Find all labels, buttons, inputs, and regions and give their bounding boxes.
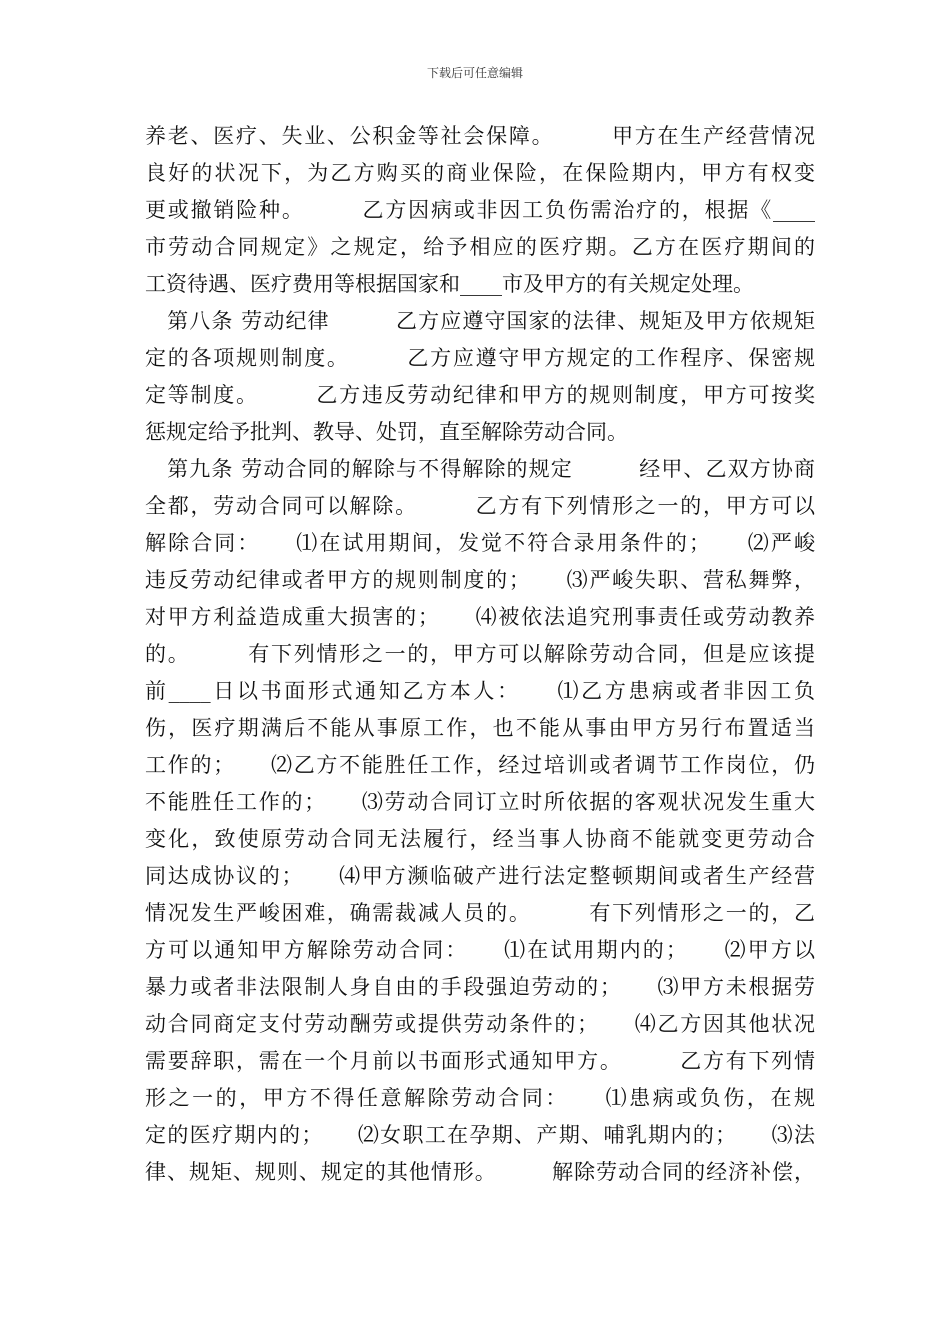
text-line: 市劳动合同规定》之规定，给予相应的医疗期。乙方在医疗期间的 <box>145 235 815 259</box>
page-header: 下载后可任意编辑 <box>426 66 523 80</box>
text-line: 的。 有下列情形之一的，甲方可以解除劳动合同，但是应该提 <box>145 642 815 666</box>
text-line: 情况发生严峻困难，确需裁减人员的。 有下列情形之一的，乙 <box>145 901 815 925</box>
text-line: 形之一的，甲方不得任意解除劳动合同： ⑴患病或负伤，在规 <box>145 1086 815 1110</box>
text-line: 定的医疗期内的； ⑵女职工在孕期、产期、哺乳期内的； ⑶法 <box>145 1123 815 1147</box>
text-line: 动合同商定支付劳动酬劳或提供劳动条件的； ⑷乙方因其他状况 <box>145 1012 815 1036</box>
text-line: 暴力或者非法限制人身自由的手段强迫劳动的； ⑶甲方未根据劳 <box>145 975 815 999</box>
text-line: 伤，医疗期满后不能从事原工作，也不能从事由甲方另行布置适当 <box>145 716 815 740</box>
text-line: 同达成协议的； ⑷甲方濒临破产进行法定整顿期间或者生产经营 <box>145 864 815 888</box>
text-line: 律、规矩、规则、规定的其他情形。 解除劳动合同的经济补偿， <box>145 1160 815 1184</box>
text-line: 更或撤销险种。 乙方因病或非因工负伤需治疗的，根据《____ <box>145 198 815 222</box>
text-line: 解除合同： ⑴在试用期间，发觉不符合录用条件的； ⑵严峻 <box>145 531 815 555</box>
text-line: 养老、医疗、失业、公积金等社会保障。 甲方在生产经营情况 <box>145 124 815 148</box>
text-line: 惩规定给予批判、教导、处罚，直至解除劳动合同。 <box>145 420 628 444</box>
text-line: 定的各项规则制度。 乙方应遵守甲方规定的工作程序、保密规 <box>145 346 815 370</box>
text-line: 良好的状况下，为乙方购买的商业保险，在保险期内，甲方有权变 <box>145 161 815 185</box>
text-line: 方可以通知甲方解除劳动合同： ⑴在试用期内的； ⑵甲方以 <box>145 938 815 962</box>
text-line: 对甲方利益造成重大损害的； ⑷被依法追究刑事责任或劳动教养 <box>145 605 815 629</box>
text-line: 需要辞职，需在一个月前以书面形式通知甲方。 乙方有下列情 <box>145 1049 815 1073</box>
text-line: 全都，劳动合同可以解除。 乙方有下列情形之一的，甲方可以 <box>145 494 815 518</box>
text-line: 违反劳动纪律或者甲方的规则制度的； ⑶严峻失职、营私舞弊， <box>145 568 815 592</box>
document-body <box>145 118 815 1191</box>
section-heading-line: 第九条 劳动合同的解除与不得解除的规定 经甲、乙双方协商 <box>145 457 815 481</box>
text-line: 不能胜任工作的； ⑶劳动合同订立时所依据的客观状况发生重大 <box>145 790 815 814</box>
text-line: 工作的； ⑵乙方不能胜任工作，经过培训或者调节工作岗位，仍 <box>145 753 815 777</box>
section-heading-line: 第八条 劳动纪律 乙方应遵守国家的法律、规矩及甲方依规矩 <box>145 309 815 333</box>
text-line: 变化，致使原劳动合同无法履行，经当事人协商不能就变更劳动合 <box>145 827 815 851</box>
text-line: 工资待遇、医疗费用等根据国家和____市及甲方的有关规定处理。 <box>145 272 754 296</box>
text-line: 定等制度。 乙方违反劳动纪律和甲方的规则制度，甲方可按奖 <box>145 383 815 407</box>
text-line: 前____日以书面形式通知乙方本人： ⑴乙方患病或者非因工负 <box>145 679 815 703</box>
